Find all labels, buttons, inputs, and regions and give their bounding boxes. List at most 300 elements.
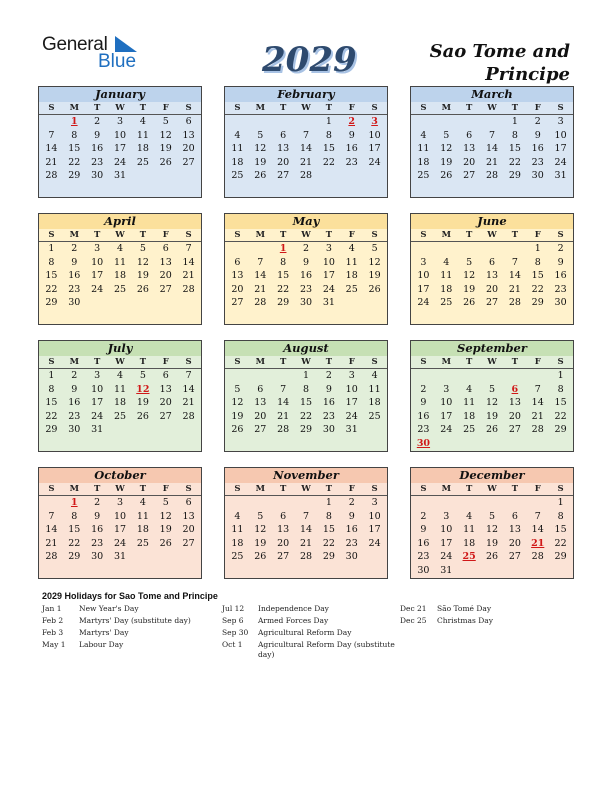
- week-row: [39, 423, 201, 437]
- weekday-label: M: [441, 103, 451, 113]
- day-cell: 6: [280, 129, 287, 141]
- day-cell: 15: [45, 270, 58, 281]
- week-row: [411, 283, 573, 297]
- weekday-label: S: [185, 103, 192, 113]
- day-cell: 28: [299, 551, 313, 562]
- day-cell: 9: [534, 129, 541, 141]
- day-cell: 6: [234, 256, 241, 268]
- day-cell: [154, 550, 177, 564]
- day-cell: [435, 496, 458, 510]
- day-cell: 31: [322, 297, 335, 308]
- day-cell: 4: [116, 370, 124, 381]
- day-cell: 5: [234, 383, 241, 395]
- day-cell: 19: [136, 270, 149, 281]
- holidays-title: 2029 Holidays for Sao Tome and Principe: [42, 591, 218, 601]
- day-cell: 30: [531, 170, 544, 181]
- weekday-header: [225, 483, 387, 496]
- day-cell: [226, 369, 249, 383]
- day-cell: 30: [91, 551, 104, 562]
- day-cell: 7: [511, 256, 518, 268]
- day-cell: 8: [71, 510, 78, 522]
- day-cell: 22: [299, 410, 313, 422]
- month-february: [224, 86, 388, 198]
- week-row: [411, 437, 573, 451]
- day-cell: 11: [136, 510, 149, 522]
- day-cell: [363, 169, 386, 183]
- day-cell: 1: [511, 116, 518, 127]
- day-cell: 21: [277, 410, 290, 422]
- month-name: May: [225, 214, 387, 229]
- day-cell: 5: [139, 370, 146, 381]
- day-cell: 13: [485, 270, 499, 281]
- day-cell: 19: [231, 410, 244, 422]
- day-cell: 16: [531, 143, 544, 154]
- holiday-name: Martyrs' Day: [79, 628, 129, 637]
- day-cell: [435, 437, 458, 451]
- day-cell: 29: [68, 170, 81, 181]
- weekday-label: T: [93, 103, 101, 113]
- weekday-label: T: [511, 357, 519, 367]
- day-cell: 9: [94, 510, 101, 522]
- weekday-label: T: [325, 103, 333, 113]
- day-cell: 11: [417, 143, 430, 154]
- day-cell: 24: [91, 410, 104, 422]
- day-cell: 26: [136, 410, 149, 422]
- week-row: [225, 510, 387, 524]
- day-cell: [503, 437, 526, 451]
- weekday-label: M: [441, 484, 451, 494]
- day-cell: 23: [417, 551, 430, 562]
- month-name: February: [225, 87, 387, 102]
- day-cell: 5: [371, 243, 378, 254]
- holiday-name: Christmas Day: [437, 616, 493, 625]
- day-cell: 20: [231, 283, 244, 295]
- day-cell: [526, 564, 549, 578]
- day-cell: [481, 369, 504, 383]
- month-june: [410, 213, 574, 325]
- day-cell: 10: [345, 383, 358, 395]
- day-cell: 25: [113, 283, 127, 295]
- day-cell: 30: [322, 424, 335, 435]
- day-cell: 8: [48, 383, 55, 395]
- day-cell: 7: [48, 510, 55, 522]
- day-cell: 2: [557, 243, 564, 254]
- week-row: [39, 269, 201, 283]
- day-cell: 6: [466, 129, 473, 141]
- day-cell: 2: [420, 510, 427, 522]
- day-cell: 30: [68, 424, 81, 435]
- day-cell: 4: [466, 383, 473, 395]
- day-cell: 19: [159, 143, 172, 154]
- day-cell: [154, 423, 177, 437]
- day-cell: 20: [485, 283, 499, 295]
- day-cell: 27: [277, 170, 290, 181]
- weekday-label: S: [48, 230, 55, 240]
- week-row: [225, 256, 387, 270]
- weekday-header: [225, 229, 387, 242]
- day-cell: 7: [185, 243, 192, 254]
- day-cell: 27: [277, 551, 290, 562]
- week-row: [225, 115, 387, 129]
- day-cell: 25: [113, 410, 127, 422]
- day-cell: 5: [257, 129, 264, 141]
- day-cell: 21: [45, 537, 58, 549]
- day-cell: 22: [554, 410, 567, 422]
- day-cell: 16: [417, 410, 430, 422]
- day-cell: 17: [368, 524, 381, 535]
- day-cell: 11: [231, 524, 244, 535]
- day-cell: 18: [113, 397, 127, 408]
- day-cell: 21: [45, 156, 58, 168]
- weekday-label: T: [279, 357, 287, 367]
- day-cell: [177, 423, 200, 437]
- holiday-day-cell: 12: [136, 383, 150, 395]
- day-cell: 8: [302, 383, 310, 395]
- day-cell: 24: [440, 551, 453, 562]
- day-cell: 28: [531, 424, 544, 435]
- weekday-label: F: [162, 103, 169, 113]
- day-cell: 15: [508, 143, 521, 154]
- weekday-label: S: [185, 357, 192, 367]
- weekday-label: F: [348, 103, 355, 113]
- day-cell: 29: [554, 551, 567, 562]
- weekday-label: T: [139, 484, 147, 494]
- day-cell: 21: [508, 283, 521, 295]
- holiday-day-cell: 30: [416, 437, 431, 449]
- day-cell: 29: [45, 297, 58, 308]
- day-cell: 9: [71, 383, 78, 395]
- weekday-header: [411, 483, 573, 496]
- day-cell: [40, 115, 63, 129]
- day-cell: [226, 115, 249, 129]
- weekday-label: F: [534, 484, 541, 494]
- day-cell: 25: [231, 170, 244, 181]
- day-cell: [481, 496, 504, 510]
- day-cell: 21: [254, 283, 267, 295]
- day-cell: [272, 369, 295, 383]
- week-row: [225, 369, 387, 383]
- weekday-label: S: [234, 230, 241, 240]
- day-cell: 4: [348, 243, 355, 254]
- day-cell: 26: [485, 424, 499, 435]
- day-cell: 14: [182, 256, 195, 268]
- day-cell: [154, 296, 177, 310]
- day-cell: 8: [325, 510, 332, 522]
- weekday-label: S: [185, 230, 192, 240]
- day-cell: 4: [420, 129, 427, 141]
- day-cell: [503, 496, 526, 510]
- day-cell: 13: [463, 143, 476, 154]
- day-cell: [226, 496, 249, 510]
- day-cell: 3: [325, 243, 332, 254]
- day-cell: 20: [159, 270, 172, 281]
- month-name: October: [39, 468, 201, 483]
- day-cell: 22: [45, 410, 58, 422]
- day-cell: 2: [348, 497, 355, 508]
- day-cell: 27: [485, 297, 499, 308]
- day-cell: 12: [254, 143, 267, 154]
- day-cell: 29: [277, 297, 290, 308]
- weekday-label: M: [441, 230, 451, 240]
- day-cell: 8: [557, 510, 564, 522]
- month-january: [38, 86, 202, 198]
- month-july: [38, 340, 202, 452]
- holiday-name: Armed Forces Day: [258, 616, 329, 625]
- day-cell: 14: [531, 397, 544, 408]
- day-cell: 12: [463, 270, 476, 281]
- day-cell: [295, 115, 318, 129]
- day-cell: 14: [182, 383, 195, 395]
- day-cell: 26: [254, 551, 267, 562]
- weekday-label: M: [255, 357, 265, 367]
- day-cell: 30: [345, 551, 358, 562]
- day-cell: 20: [508, 537, 521, 549]
- day-cell: 16: [554, 270, 567, 281]
- week-row: [225, 283, 387, 297]
- day-cell: 15: [531, 270, 544, 281]
- day-cell: 25: [345, 283, 358, 295]
- day-cell: 7: [302, 129, 310, 141]
- day-cell: 21: [485, 156, 499, 168]
- day-cell: 8: [534, 256, 541, 268]
- weekday-label: T: [93, 357, 101, 367]
- holiday-name: São Tomé Day: [437, 604, 492, 613]
- day-cell: 10: [113, 510, 127, 522]
- day-cell: 18: [113, 270, 127, 281]
- day-cell: 24: [417, 297, 430, 308]
- holiday-day-cell: 3: [371, 116, 378, 127]
- week-row: [39, 129, 201, 143]
- day-cell: 28: [485, 170, 499, 181]
- day-cell: 27: [508, 424, 521, 435]
- day-cell: 3: [348, 370, 355, 381]
- week-row: [39, 115, 201, 129]
- day-cell: 24: [345, 410, 358, 422]
- weekday-label: T: [279, 230, 287, 240]
- day-cell: [526, 496, 549, 510]
- day-cell: 23: [345, 537, 358, 549]
- day-cell: 10: [417, 270, 430, 281]
- weekday-label: M: [69, 357, 79, 367]
- day-cell: [131, 169, 154, 183]
- weekday-label: W: [301, 484, 311, 494]
- day-cell: [272, 115, 295, 129]
- week-row: [411, 423, 573, 437]
- day-cell: 14: [254, 270, 267, 281]
- day-cell: 8: [511, 129, 518, 141]
- day-cell: 9: [94, 129, 101, 141]
- weekday-label: T: [325, 230, 333, 240]
- week-row: [225, 537, 387, 551]
- holiday-date: Sep 6: [222, 616, 244, 625]
- week-row: [225, 550, 387, 564]
- day-cell: 13: [231, 270, 244, 281]
- day-cell: 30: [299, 297, 313, 308]
- day-cell: 6: [488, 256, 496, 268]
- day-cell: 7: [280, 383, 287, 395]
- day-cell: 13: [508, 524, 521, 535]
- day-cell: [340, 169, 363, 183]
- day-cell: 3: [94, 243, 101, 254]
- day-cell: 26: [440, 170, 453, 181]
- month-may: [224, 213, 388, 325]
- day-cell: 15: [554, 524, 567, 535]
- holiday-name: Martyrs' Day (substitute day): [79, 616, 191, 625]
- day-cell: [363, 423, 386, 437]
- day-cell: 28: [299, 170, 313, 181]
- day-cell: 2: [534, 116, 541, 127]
- day-cell: 17: [440, 537, 453, 549]
- holiday-day-cell: 2: [348, 116, 356, 127]
- week-row: [39, 396, 201, 410]
- day-cell: 19: [254, 537, 267, 549]
- day-cell: 11: [368, 383, 381, 395]
- weekday-label: S: [420, 103, 427, 113]
- holiday-date: Sep 30: [222, 628, 249, 637]
- day-cell: 26: [368, 283, 381, 295]
- week-row: [411, 169, 573, 183]
- holiday-date: Jan 1: [42, 604, 62, 613]
- day-cell: 2: [71, 243, 78, 254]
- week-row: [411, 242, 573, 256]
- day-cell: 27: [508, 551, 521, 562]
- day-cell: [131, 296, 154, 310]
- day-cell: 22: [68, 537, 81, 549]
- day-cell: 18: [463, 410, 476, 422]
- week-row: [39, 242, 201, 256]
- day-cell: 14: [299, 143, 313, 154]
- week-row: [39, 383, 201, 397]
- day-cell: 26: [254, 170, 267, 181]
- weekday-label: T: [511, 230, 519, 240]
- weekday-label: S: [371, 103, 378, 113]
- week-row: [225, 383, 387, 397]
- day-cell: 8: [325, 129, 332, 141]
- weekday-label: W: [301, 103, 311, 113]
- day-cell: [177, 169, 200, 183]
- weekday-header: [39, 102, 201, 115]
- day-cell: 17: [322, 270, 335, 281]
- day-cell: 11: [345, 256, 358, 268]
- week-row: [225, 410, 387, 424]
- weekday-label: F: [348, 357, 355, 367]
- page-title-year: 2029: [262, 40, 357, 80]
- day-cell: 14: [45, 143, 58, 154]
- day-cell: 3: [371, 497, 378, 508]
- month-name: December: [411, 468, 573, 483]
- day-cell: 18: [440, 283, 453, 295]
- day-cell: 22: [508, 156, 521, 168]
- day-cell: 10: [91, 256, 104, 268]
- day-cell: [154, 169, 177, 183]
- day-cell: 24: [368, 537, 381, 549]
- day-cell: 4: [116, 243, 124, 254]
- holiday-day-cell: 1: [279, 243, 287, 254]
- weekday-label: W: [487, 103, 497, 113]
- weekday-label: W: [301, 357, 311, 367]
- day-cell: 14: [299, 524, 313, 535]
- day-cell: 15: [68, 143, 81, 154]
- day-cell: 25: [231, 551, 244, 562]
- day-cell: 20: [277, 156, 290, 168]
- month-name: June: [411, 214, 573, 229]
- day-cell: 5: [443, 129, 450, 141]
- week-row: [411, 496, 573, 510]
- day-cell: 5: [139, 243, 146, 254]
- day-cell: 16: [68, 270, 81, 281]
- day-cell: 2: [94, 497, 101, 508]
- day-cell: [549, 564, 572, 578]
- day-cell: 19: [159, 524, 172, 535]
- weekday-label: S: [48, 484, 55, 494]
- day-cell: 29: [45, 424, 58, 435]
- day-cell: 4: [234, 510, 241, 522]
- week-row: [411, 129, 573, 143]
- day-cell: 1: [534, 243, 541, 254]
- day-cell: 19: [485, 537, 499, 549]
- day-cell: 2: [302, 243, 310, 254]
- holiday-date: Feb 3: [42, 628, 64, 637]
- month-name: July: [39, 341, 201, 356]
- day-cell: 13: [182, 510, 195, 522]
- day-cell: 2: [420, 383, 427, 395]
- week-row: [411, 142, 573, 156]
- weekday-label: T: [279, 484, 287, 494]
- week-row: [225, 269, 387, 283]
- day-cell: [503, 564, 526, 578]
- day-cell: 25: [463, 424, 476, 435]
- day-cell: 27: [159, 410, 172, 422]
- weekday-label: S: [371, 230, 378, 240]
- month-name: January: [39, 87, 201, 102]
- day-cell: 19: [368, 270, 381, 281]
- day-cell: 10: [322, 256, 335, 268]
- day-cell: 15: [68, 524, 81, 535]
- day-cell: 8: [71, 129, 78, 141]
- day-cell: 9: [420, 524, 427, 535]
- week-row: [411, 256, 573, 270]
- day-cell: 16: [417, 537, 430, 549]
- day-cell: 25: [440, 297, 453, 308]
- day-cell: 7: [302, 510, 310, 522]
- day-cell: [249, 115, 272, 129]
- day-cell: [249, 369, 272, 383]
- weekday-header: [39, 229, 201, 242]
- day-cell: 27: [159, 283, 172, 295]
- day-cell: 18: [136, 143, 149, 154]
- weekday-label: W: [487, 357, 497, 367]
- day-cell: 1: [557, 370, 564, 381]
- day-cell: 22: [322, 156, 335, 168]
- weekday-label: M: [255, 484, 265, 494]
- day-cell: 24: [440, 424, 453, 435]
- day-cell: 1: [325, 497, 332, 508]
- day-cell: 15: [322, 524, 335, 535]
- day-cell: 1: [325, 116, 332, 127]
- holiday-date: Oct 1: [222, 640, 243, 649]
- day-cell: 21: [299, 537, 313, 549]
- weekday-label: S: [234, 484, 241, 494]
- day-cell: 1: [557, 497, 564, 508]
- day-cell: 18: [345, 270, 358, 281]
- day-cell: 2: [71, 370, 78, 381]
- day-cell: 15: [554, 397, 567, 408]
- day-cell: 13: [182, 129, 195, 141]
- weekday-label: W: [487, 230, 497, 240]
- day-cell: 26: [159, 156, 172, 168]
- day-cell: [131, 423, 154, 437]
- day-cell: [458, 242, 481, 256]
